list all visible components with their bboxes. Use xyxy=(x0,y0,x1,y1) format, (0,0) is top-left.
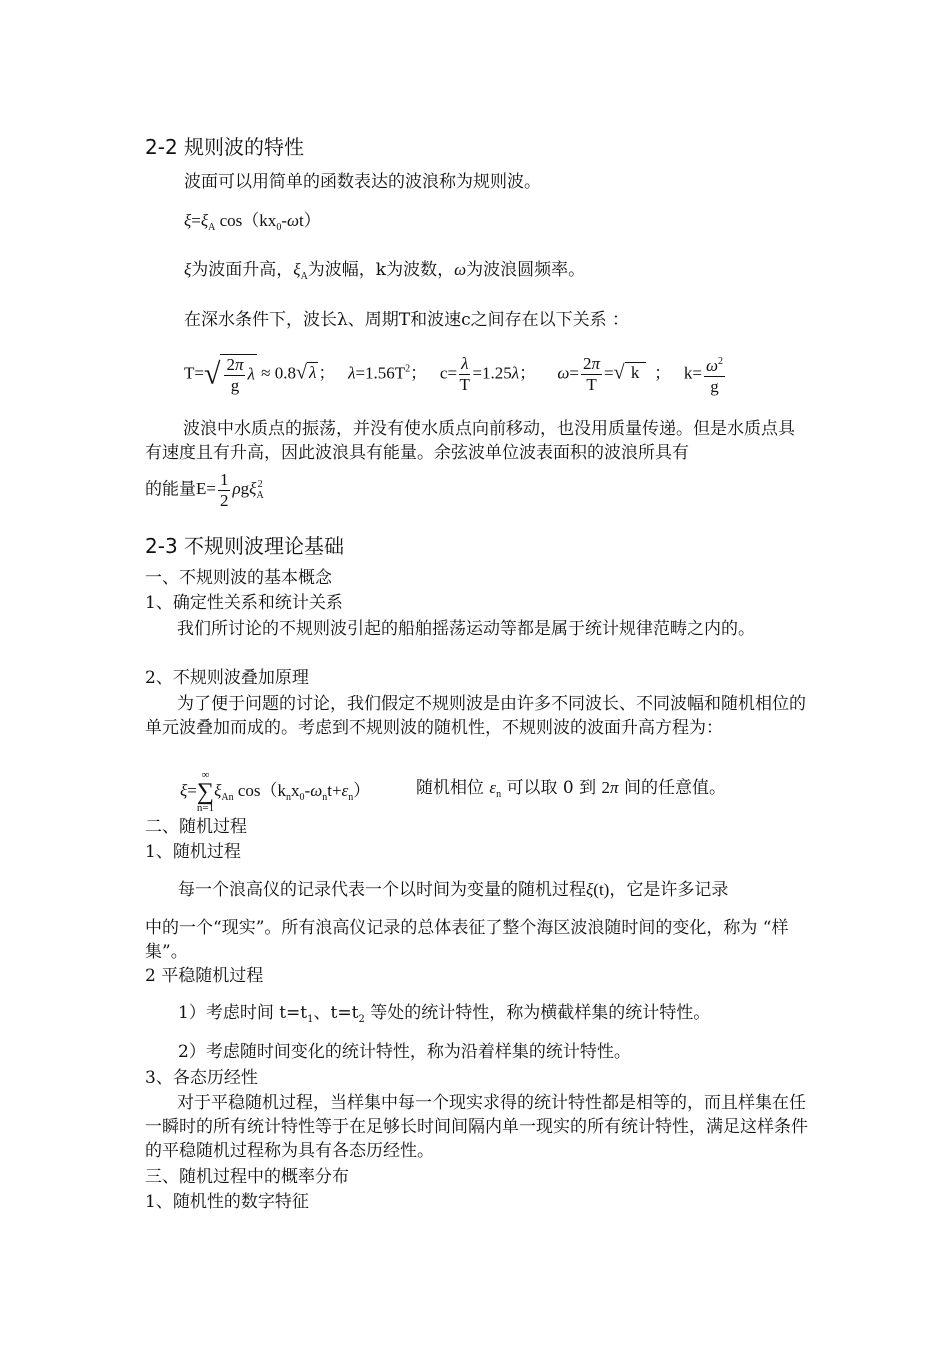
paragraph-4: 对于平稳随机过程，当样集中每一个现实求得的统计特性都是相等的，而且样集在任一瞬时的所有统计特性等于在足够长时间间隔内单一现实的所有统计特性，满足这样条件的平稳随机过程称为具有各态历经性。 xyxy=(145,1093,808,1161)
subheading-1: 一、不规则波的基本概念 xyxy=(145,568,332,588)
section-heading-2-3: 2-3 不规则波理论基础 xyxy=(145,534,345,558)
subheading-1-2: 2、不规则波叠加原理 xyxy=(145,668,309,688)
paragraph-1: 我们所讨论的不规则波引起的船舶摇荡运动等都是属于统计规律范畴之内的。 xyxy=(177,619,755,639)
paragraph-3-rest: 中的一个“现实”。所有浪高仪记录的总体表征了整个海区波浪随时间的变化，称为 “样集”。 xyxy=(145,918,789,962)
subheading-3: 三、随机过程中的概率分布 xyxy=(145,1167,349,1187)
deep-water-text: 在深水条件下，波长λ、周期T和波速c之间存在以下关系 ： xyxy=(184,310,630,330)
subheading-1-1: 1、确定性关系和统计关系 xyxy=(145,593,343,613)
paragraph-2: 为了便于问题的讨论，我们假定不规则波是由许多不同波长、不同波幅和随机相位的单元波叠加而成的。考虑到不规则波的随机性，不规则波的波面升高方程为： xyxy=(145,694,806,738)
subheading-2-3: 3、各态历经性 xyxy=(145,1068,258,1088)
intro-text: 波面可以用简单的函数表达的波浪称为规则波。 xyxy=(184,172,541,192)
paragraph-3-line1: 每一个浪高仪的记录代表一个以时间为变量的随机过程ξ(t)，它是许多记录 xyxy=(178,880,729,900)
list-item-2: 2）考虑随时间变化的统计特性，称为沿着样集的统计特性。 xyxy=(178,1042,631,1062)
irregular-wave-equation: ξ=∞ ∑ $n=1\xi_{An}$ $\cos(k_nx_0-\omega_nt+\varepsilon_n)$ xyxy=(180,769,371,814)
definition-line: ξ为波面升高，$\xi_A$为波幅，k为波数，ω为波浪圆频率。 xyxy=(184,260,586,282)
phase-note: 随机相位 $\varepsilon_n$ 可以取 0 到 2π 间的任意值。 xyxy=(416,778,726,800)
subheading-2-1: 1、随机过程 xyxy=(145,842,241,862)
wave-equation: $\xi=\xi_A$ $\cos(kx_0-\omega t)$ xyxy=(184,211,321,233)
list-item-1: 1）考虑时间 $t=t_1$、$t=t_2$ 等处的统计特性，称为横截样集的统计特性。 xyxy=(178,1003,711,1025)
subheading-2-2: 2 平稳随机过程 xyxy=(145,966,264,986)
dispersion-formulas: T=√ $\frac{2\pi}{g}$ λ ≈ 0.8√ λ ； $\lambda=1.56T^2$； c= $\frac{\lambda}{T}$ =1.25λ； ω= $\frac{2\pi}{T}$ =√ k ； k= $\frac{\omega^2}{g}$ xyxy=(184,354,723,396)
subheading-2: 二、随机过程 xyxy=(145,817,247,837)
section-heading-2-2: 2-2 规则波的特性 xyxy=(145,135,305,159)
energy-line: 的能量E= $\frac{1}{2}$ ρgξ$_A^2$ xyxy=(145,470,264,510)
subheading-3-1: 1、随机性的数字特征 xyxy=(145,1192,309,1212)
energy-paragraph: 波浪中水质点的振荡，并没有使水质点向前移动，也没用质量传递。但是水质点具有速度且有升高，因此波浪具有能量。余弦波单位波表面积的波浪所具有 xyxy=(145,419,795,463)
